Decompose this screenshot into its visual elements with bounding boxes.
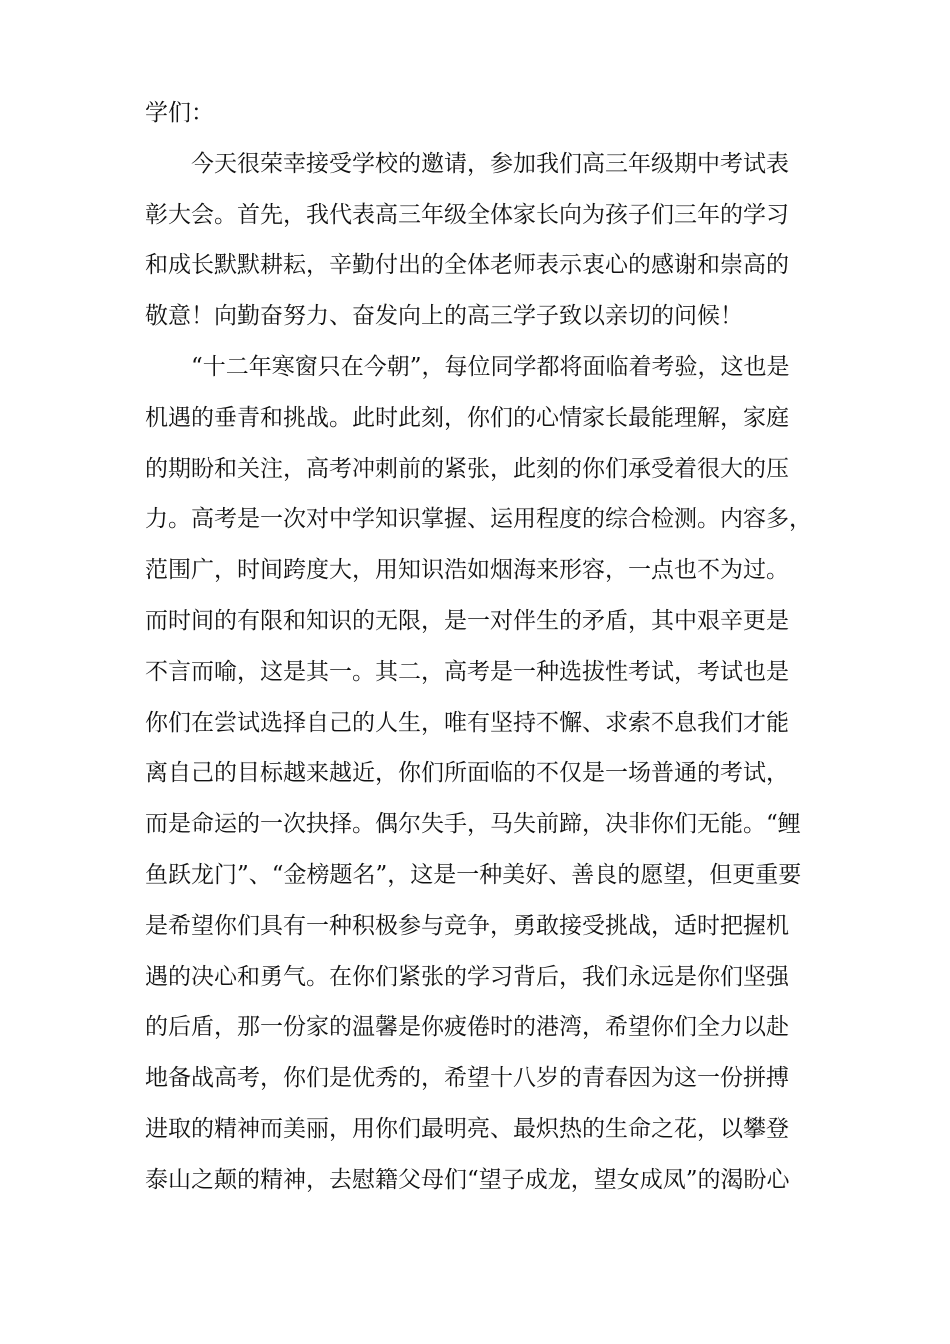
paragraph-start-line: 今天很荣幸接受学校的邀请，参加我们高三年级期中考试表 bbox=[191, 150, 789, 177]
text-line: 力。高考是一次对中学知识掌握、运用程度的综合检测。内容多， bbox=[145, 506, 812, 533]
text-line: 和成长默默耕耘，辛勤付出的全体老师表示衷心的感谢和崇高的 bbox=[145, 252, 789, 279]
text-line: 遇的决心和勇气。在你们紧张的学习背后，我们永远是你们坚强 bbox=[145, 963, 789, 990]
text-line: 地备战高考，你们是优秀的，希望十八岁的青春因为这一份拼搏 bbox=[145, 1065, 789, 1092]
text-line: 你们在尝试选择自己的人生，唯有坚持不懈、求索不息我们才能 bbox=[145, 709, 789, 736]
text-line: 不言而喻，这是其一。其二，高考是一种选拔性考试，考试也是 bbox=[145, 658, 789, 685]
text-line: 学们： bbox=[145, 100, 214, 126]
text-line: 范围广，时间跨度大，用知识浩如烟海来形容，一点也不为过。 bbox=[145, 557, 789, 584]
text-line: 是希望你们具有一种积极参与竞争，勇敢接受挑战，适时把握机 bbox=[145, 912, 789, 939]
text-line: 离自己的目标越来越近，你们所面临的不仅是一场普通的考试， bbox=[145, 760, 789, 787]
text-line: 的期盼和关注，高考冲刺前的紧张，此刻的你们承受着很大的压 bbox=[145, 455, 789, 482]
text-line: 进取的精神而美丽，用你们最明亮、最炽热的生命之花，以攀登 bbox=[145, 1115, 789, 1142]
text-line: 的后盾，那一份家的温馨是你疲倦时的港湾，希望你们全力以赴 bbox=[145, 1014, 789, 1041]
text-line: 敬意！向勤奋努力、奋发向上的高三学子致以亲切的问候！ bbox=[145, 303, 743, 330]
text-line: 而是命运的一次抉择。偶尔失手，马失前蹄，决非你们无能。“鲤 bbox=[145, 811, 801, 838]
text-line: 机遇的垂青和挑战。此时此刻，你们的心情家长最能理解，家庭 bbox=[145, 404, 789, 431]
text-line: 泰山之颠的精神，去慰籍父母们“望子成龙，望女成凤”的渴盼心 bbox=[145, 1166, 790, 1193]
body-text bbox=[145, 88, 820, 1206]
text-line: 鱼跃龙门”、“金榜题名”，这是一种美好、善良的愿望，但更重要 bbox=[145, 861, 802, 888]
paragraph-start-line: “十二年寒窗只在今朝”，每位同学都将面临着考验，这也是 bbox=[191, 353, 790, 380]
text-line: 彰大会。首先，我代表高三年级全体家长向为孩子们三年的学习 bbox=[145, 201, 789, 228]
text-line: 而时间的有限和知识的无限，是一对伴生的矛盾，其中艰辛更是 bbox=[145, 607, 789, 634]
